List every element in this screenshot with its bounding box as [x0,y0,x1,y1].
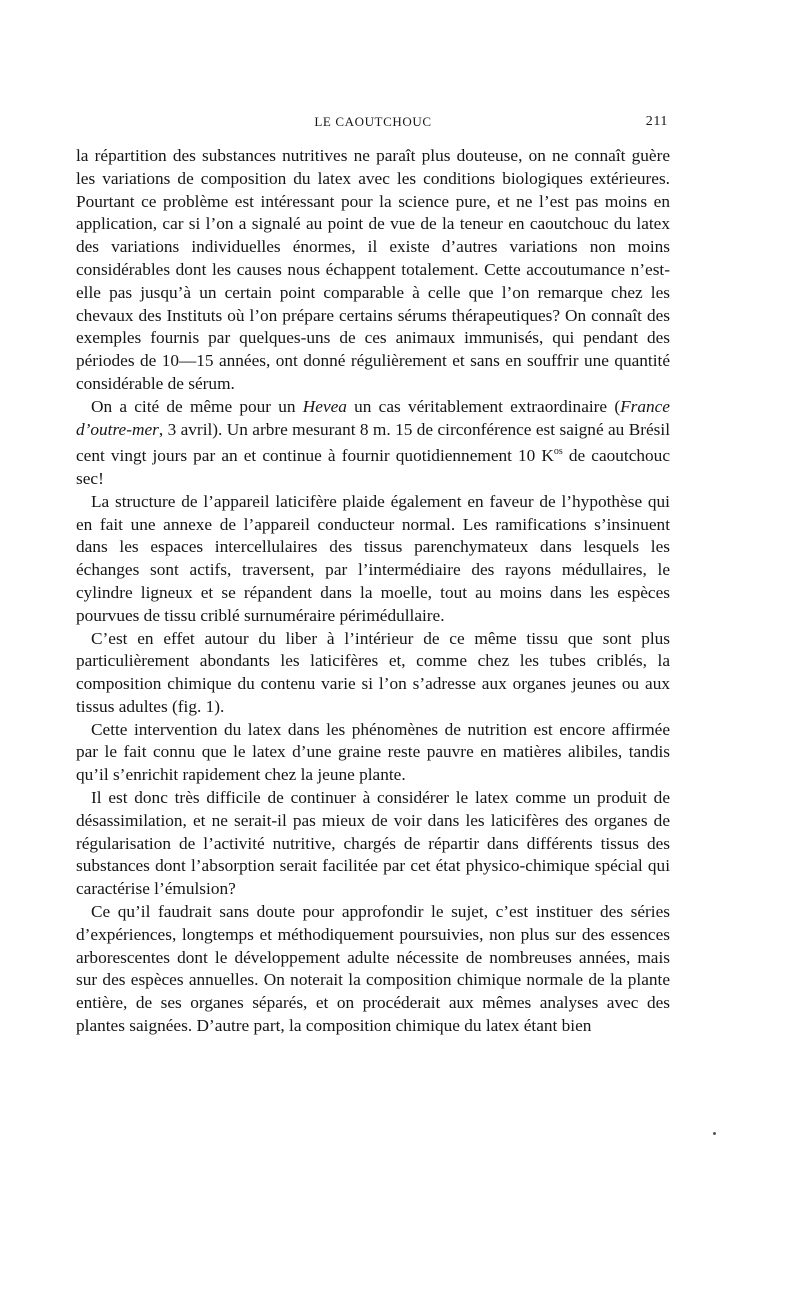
paragraph-continuation: la répartition des substances nutritives ne paraît plus douteuse, on ne connaît guère les variations de composition du latex avec les conditions biologiques extérieures. Pourtant ce problème est intéressant pour la science pure, et ne l’est pas moins en application, car si l’on a signalé au point de vue de la teneur en caoutchouc du latex des variations individuelles énormes, il existe d’autres variations non moins considérables dont les causes nous échappent totalement. Cette accoutumance n’est-elle pas jusqu’à un certain point comparable à celle que l’on remarque chez les chevaux des Instituts où l’on prépare certains sérums thérapeutiques? On connaît des exemples fournis par quelques-uns de ces animaux immunisés, qui pendant des périodes de 10—15 années, ont donné régulièrement et sans en souffrir une quantité considérable de sérum. [76,146,670,393]
book-page [76,112,670,1038]
paragraph-hevea-text-2: un cas véritablement extraordinaire ( [346,396,621,416]
paragraph-desassimilation: Il est donc très difficile de continuer à considérer le latex comme un produit de désassimilation, et ne serait-il pas mieux de voir dans les laticifères des organes de régularisation de l’activité nutritive, chargés de répartir dans différents tissus des substances dont l’absorption serait facilitée par cet état physico-chimique spécial qui caractérise l’émulsion? [76,788,670,899]
paragraph-liber: C’est en effet autour du liber à l’intérieur de ce même tissu que sont plus particulièrement abondants les laticifères et, comme chez les tubes criblés, la composition chimique du contenu varie si l’on s’adresse aux organes jeunes ou aux tissus adultes (fig. 1). [76,628,670,716]
paragraph-hevea-text-1: On a cité de même pour un [91,396,303,416]
paragraph-hevea-text-3: , 3 avril). Un arbre mesurant 8 m. 15 de circonférence est saigné au Brésil cent vingt jours par an et continue à fournir quotidiennement 10 K [76,419,670,466]
paragraph-structure: La structure de l’appareil laticifère plaide également en faveur de l’hypothèse qui en fait une annexe de l’appareil conducteur normal. Les ramifications s’insinuent dans les espaces intercellulaires des tissus parenchymateux dans lesquels les échanges sont actifs, traversent, par l’intermédiaire des rayons médullaires, le cylindre ligneux et se répandent dans la moelle, tout au moins dans les espèces pourvues de tissu criblé surnuméraire périmédullaire. [76,491,670,625]
paragraph-hevea [76,396,670,491]
source-title-italic: France d’outre-mer [76,396,670,439]
species-name-italic: Hevea [302,396,347,416]
paragraph-experiences: Ce qu’il faudrait sans doute pour approfondir le sujet, c’est instituer des séries d’expériences, longtemps et méthodiquement poursuivies, non plus sur des essences arborescentes dont le développement adulte nécessite de nombreuses années, mais sur des espèces annuelles. On noterait la composition chimique normale de la plante entière, de ses organes séparés, et on procéderait aux mêmes analyses avec des plantes saignées. D’autre part, la composition chimique du latex étant bien [76,902,670,1036]
running-title: LE CAOUTCHOUC [314,114,432,129]
body-text [76,145,670,1038]
paragraph-hevea-text-4: de caoutchouc sec! [76,446,670,488]
paragraph-nutrition: Cette intervention du latex dans les phénomènes de nutrition est encore affirmée par le fait connu que le latex d’une graine reste pauvre en matières alibiles, tandis qu’il s’enrichit rapidement chez la jeune plante. [76,719,670,785]
running-head [76,112,670,134]
margin-speck [713,1132,716,1135]
unit-superscript: os [553,446,563,458]
page-number: 211 [645,114,668,129]
